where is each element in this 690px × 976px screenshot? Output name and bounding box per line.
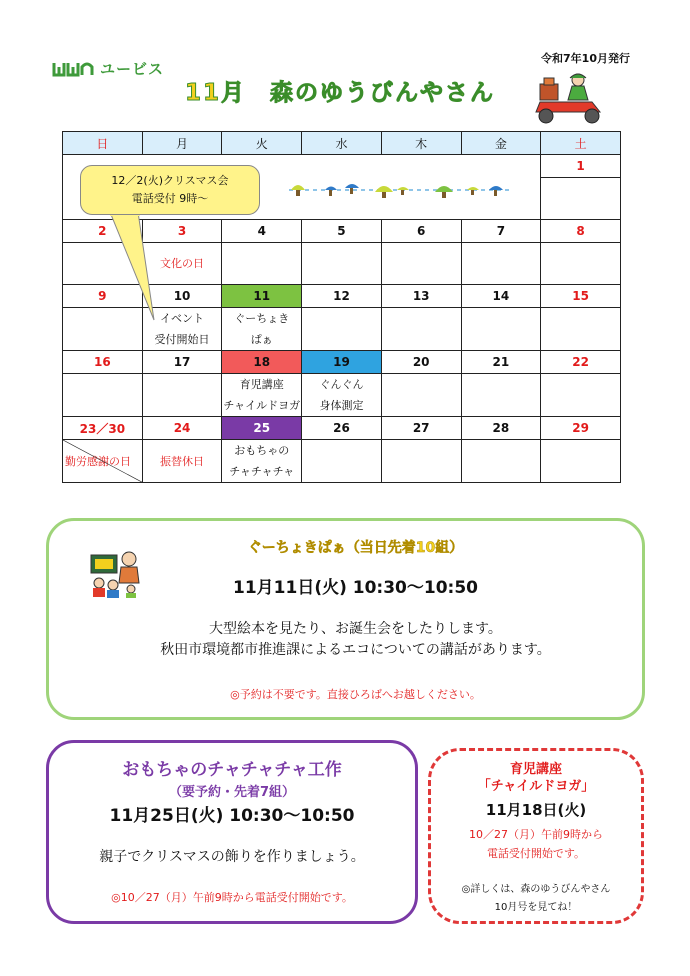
event-craft-box	[46, 740, 418, 924]
note-cell	[461, 440, 541, 483]
week-5-notes	[63, 440, 621, 483]
week-5-dates	[63, 417, 621, 440]
note-cell	[541, 440, 621, 483]
callout-line-1: 12／2(火)クリスマス会	[111, 174, 229, 187]
date-cell: 21	[461, 351, 541, 374]
note-cell	[541, 374, 621, 417]
date-cell: 23／30	[63, 417, 143, 440]
logo-mark-icon	[52, 59, 96, 79]
event1-desc-line-1: 大型絵本を見たり、お誕生会をしたりします。	[209, 621, 502, 637]
event-note	[302, 374, 382, 417]
date-cell: 17	[142, 351, 222, 374]
event3-title-line-1: 育児講座	[509, 762, 562, 777]
note-text: おもちゃの チャチャチャ	[229, 444, 295, 478]
date-cell: 9	[63, 285, 143, 308]
event1-title: ぐーちょきぱぁ（当日先着10組）	[247, 540, 464, 556]
date-cell: 1	[541, 155, 621, 178]
weekday-wednesday: 水	[302, 132, 382, 155]
date-cell: 15	[541, 285, 621, 308]
holiday-note: 文化の日	[142, 243, 222, 285]
note-cell	[461, 374, 541, 417]
holiday-note-split	[63, 440, 143, 483]
event1-desc-line-2: 秋田市環境都市推進課によるエコについての講話があります。	[160, 642, 551, 658]
note-cell	[381, 243, 461, 285]
date-cell: 12	[302, 285, 382, 308]
date-cell-highlight-purple: 25	[222, 417, 302, 440]
event3-info-line-1: ◎詳しくは、森のゆうびんやさん	[461, 884, 611, 895]
date-cell: 27	[381, 417, 461, 440]
event1-description	[49, 619, 642, 661]
event2-title: おもちゃのチャチャチャ工作	[122, 760, 342, 780]
weekday-saturday: 土	[541, 132, 621, 155]
date-cell-highlight-green: 11	[222, 285, 302, 308]
note-text: 育児講座 チャイルドヨガ	[223, 378, 301, 412]
date-cell: 13	[381, 285, 461, 308]
diagonal-divider	[63, 440, 142, 482]
note-cell	[381, 440, 461, 483]
note-text: イベント 受付開始日	[154, 312, 210, 346]
date-cell-highlight-red: 18	[222, 351, 302, 374]
event3-info-line-2: 10月号を見てね！	[494, 902, 578, 913]
note-cell	[541, 243, 621, 285]
note-text: ぐんぐん 身体測定	[319, 378, 364, 412]
note-cell	[461, 243, 541, 285]
date-cell: 22	[541, 351, 621, 374]
date-cell: 2	[63, 220, 143, 243]
event3-date: 11月18日(火)	[485, 801, 587, 819]
date-cell-highlight-blue: 19	[302, 351, 382, 374]
note-cell	[541, 178, 621, 220]
event-note	[222, 308, 302, 351]
event2-datetime: 11月25日(火) 10:30～10:50	[109, 806, 355, 826]
mail-carrier-scooter-icon	[530, 70, 614, 126]
note-cell	[381, 308, 461, 351]
note-cell	[142, 374, 222, 417]
date-cell: 28	[461, 417, 541, 440]
date-cell: 16	[63, 351, 143, 374]
note-cell	[381, 374, 461, 417]
event1-note: ◎予約は不要です。直接ひろばへお越しください。	[230, 688, 481, 701]
logo-text: ユービス	[100, 60, 165, 78]
weekday-thursday: 木	[381, 132, 461, 155]
event-note	[222, 440, 302, 483]
date-cell: 14	[461, 285, 541, 308]
note-cell	[302, 440, 382, 483]
event-yoga-box	[428, 748, 644, 924]
note-cell	[63, 374, 143, 417]
date-cell: 8	[541, 220, 621, 243]
title-name: 森のゆうびんやさん	[270, 80, 496, 106]
weekday-sunday: 日	[63, 132, 143, 155]
event3-title	[431, 761, 641, 795]
event2-note: ◎10／27（月）午前9時から電話受付開始です。	[111, 891, 353, 904]
event3-note	[431, 825, 641, 863]
page-title	[185, 74, 495, 107]
date-cell: 20	[381, 351, 461, 374]
event3-note-line-2: 電話受付開始です。	[486, 847, 586, 860]
event3-info	[431, 881, 641, 917]
calendar-header-row	[63, 132, 621, 155]
event2-subtitle: （要予約・先着7組）	[168, 785, 296, 800]
note-cell	[302, 243, 382, 285]
weekday-tuesday: 火	[222, 132, 302, 155]
date-cell: 7	[461, 220, 541, 243]
date-cell: 6	[381, 220, 461, 243]
date-cell: 24	[142, 417, 222, 440]
title-month: 11月	[185, 80, 247, 106]
date-cell: 5	[302, 220, 382, 243]
note-cell	[222, 243, 302, 285]
date-cell: 10	[142, 285, 222, 308]
week-4-dates	[63, 351, 621, 374]
event1-datetime: 11月11日(火) 10:30～10:50	[233, 578, 478, 598]
date-cell: 29	[541, 417, 621, 440]
callout-tail-icon	[108, 212, 168, 322]
note-cell	[461, 308, 541, 351]
weekday-monday: 月	[142, 132, 222, 155]
event-note	[222, 374, 302, 417]
mushroom-garland-icon	[285, 178, 515, 204]
week-4-notes	[63, 374, 621, 417]
event3-title-line-2: 「チャイルドヨガ」	[477, 779, 595, 794]
date-cell: 4	[222, 220, 302, 243]
holiday-note-text: 勤労感謝の日	[65, 454, 131, 468]
logo	[52, 58, 164, 79]
note-text: ぐーちょき ぱぁ	[234, 312, 290, 346]
christmas-callout	[80, 165, 260, 215]
holiday-note: 振替休日	[142, 440, 222, 483]
issue-date: 令和7年10月発行	[541, 52, 630, 65]
event3-note-line-1: 10／27（月）午前9時から	[469, 828, 603, 841]
callout-line-2: 電話受付 9時～	[131, 192, 209, 205]
date-cell: 3	[142, 220, 222, 243]
note-cell	[302, 308, 382, 351]
event-storytime-box	[46, 518, 645, 720]
note-cell	[541, 308, 621, 351]
weekday-friday: 金	[461, 132, 541, 155]
event2-description: 親子でクリスマスの飾りを作りましょう。	[99, 849, 365, 865]
date-cell: 26	[302, 417, 382, 440]
